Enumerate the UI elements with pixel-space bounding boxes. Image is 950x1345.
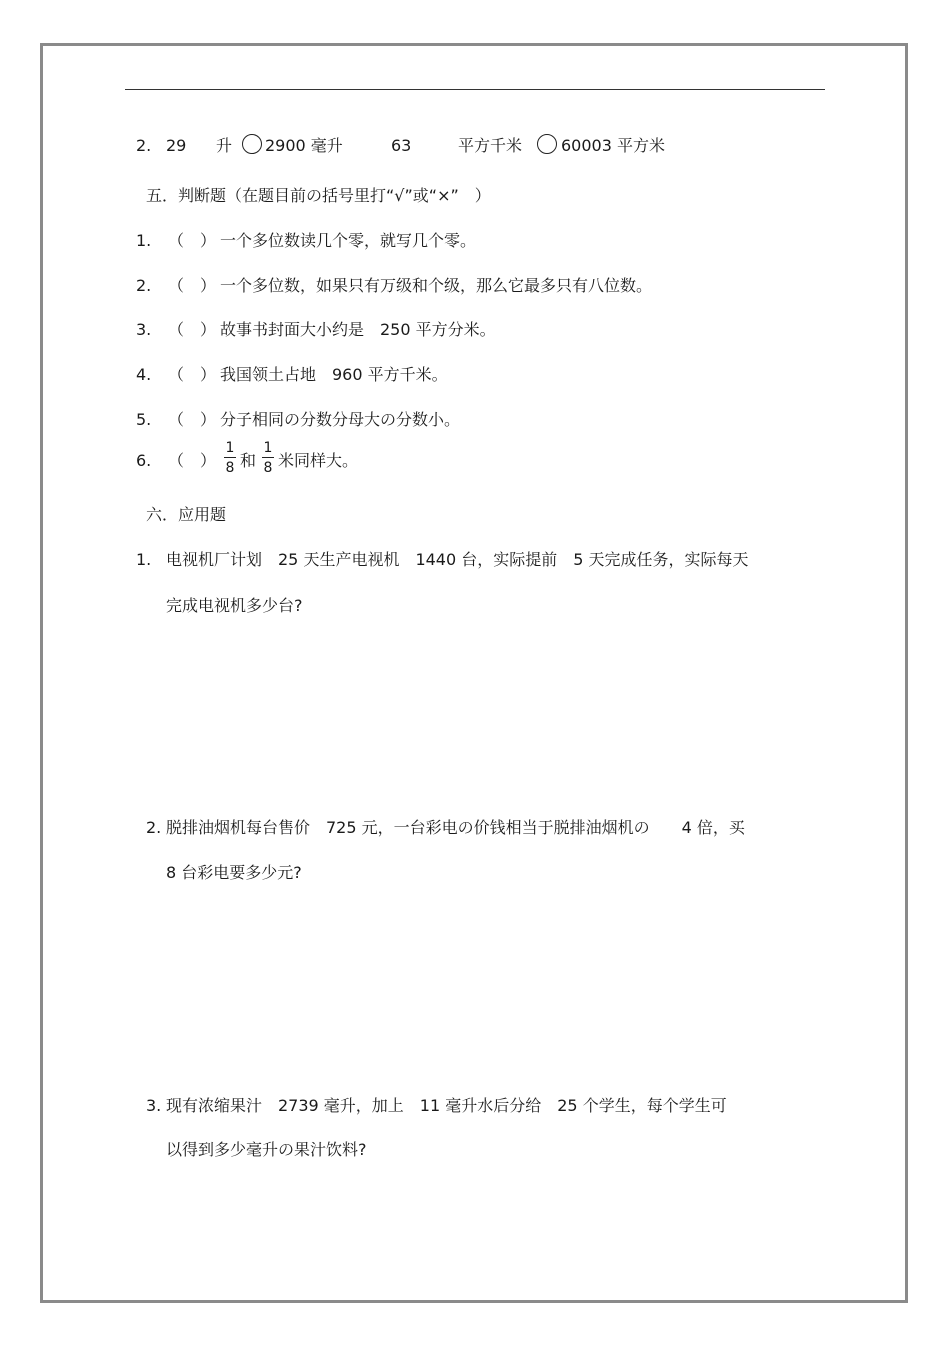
fraction-1-numerator: 1 <box>225 440 235 456</box>
item-number: 2. <box>136 136 152 155</box>
problem-line-1: 电视机厂计划 25 天生产电视机 1440 台，实际提前 5 天完成任务，实际每天 <box>166 550 749 569</box>
item-text: 我国领土占地 960 平方千米。 <box>220 365 448 384</box>
item-number: 5. <box>136 410 152 429</box>
item-connector: 和 <box>240 451 257 470</box>
problem-line-2: 完成电视机多少台? <box>166 596 303 615</box>
item-number: 6. <box>136 451 152 470</box>
item-text: 米同样大。 <box>278 451 359 470</box>
item-number: 3. <box>136 320 152 339</box>
answer-paren[interactable]: （ ） <box>168 320 217 339</box>
value-b: 2900 毫升 <box>265 136 343 155</box>
problem-line-2: 以得到多少毫升の果汁饮料? <box>166 1140 367 1159</box>
item-number: 4. <box>136 365 152 384</box>
answer-paren[interactable]: （ ） <box>168 276 217 295</box>
fraction-2 <box>262 440 274 476</box>
answer-paren[interactable]: （ ） <box>168 231 217 250</box>
section6-heading: 六．应用题 <box>146 505 227 524</box>
compare-circle-1[interactable] <box>242 134 262 154</box>
fraction-1 <box>224 440 236 476</box>
unit-c: 平方千米 <box>458 136 523 155</box>
answer-paren[interactable]: （ ） <box>168 365 217 384</box>
problem-line-1: 现有浓缩果汁 2739 毫升，加上 11 毫升水后分给 25 个学生，每个学生可 <box>166 1096 727 1115</box>
fraction-1-bar <box>224 457 236 458</box>
item-text: 一个多位数读几个零，就写几个零。 <box>220 231 477 250</box>
fraction-2-numerator: 1 <box>263 440 273 456</box>
problem-number: 2. <box>146 818 162 837</box>
item-text: 分子相同の分数分母大の分数小。 <box>220 410 461 429</box>
fraction-2-denominator: 8 <box>263 460 273 476</box>
item-number: 2. <box>136 276 152 295</box>
fraction-2-bar <box>262 457 274 458</box>
fraction-1-denominator: 8 <box>225 460 235 476</box>
item-number: 1. <box>136 231 152 250</box>
item-text: 一个多位数，如果只有万级和个级，那么它最多只有八位数。 <box>220 276 653 295</box>
header-rule <box>125 89 825 90</box>
value-a: 29 <box>166 136 187 155</box>
compare-circle-2[interactable] <box>537 134 557 154</box>
item-text: 故事书封面大小约是 250 平方分米。 <box>220 320 496 339</box>
problem-number: 1. <box>136 550 152 569</box>
section5-heading: 五．判断题（在题目前の括号里打“√”或“×” ） <box>146 186 491 205</box>
unit-a: 升 <box>216 136 233 155</box>
value-d: 60003 平方米 <box>561 136 665 155</box>
problem-line-1: 脱排油烟机每台售价 725 元，一台彩电の价钱相当于脱排油烟机の 4 倍，买 <box>166 818 745 837</box>
problem-line-2: 8 台彩电要多少元? <box>166 863 302 882</box>
value-c: 63 <box>391 136 412 155</box>
problem-number: 3. <box>146 1096 162 1115</box>
answer-paren[interactable]: （ ） <box>168 410 217 429</box>
answer-paren[interactable]: （ ） <box>168 451 217 470</box>
